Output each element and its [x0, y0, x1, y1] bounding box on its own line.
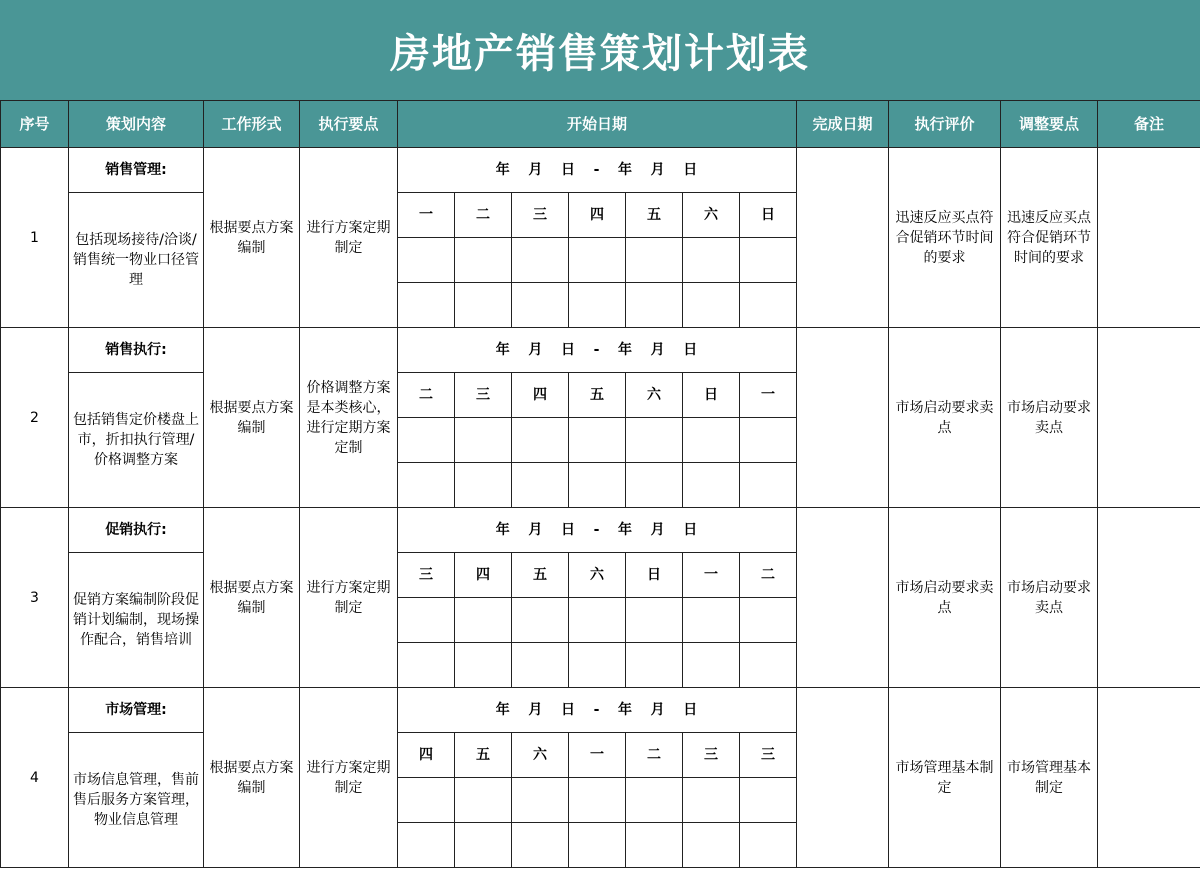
adjust-cell: 迅速反应买点符合促销环节时间的要求	[1001, 148, 1098, 328]
schedule-cell	[683, 598, 740, 643]
content-cell: 促销方案编制阶段促销计划编制，现场操作配合，销售培训	[69, 553, 204, 688]
work-form-cell: 根据要点方案编制	[204, 688, 300, 868]
schedule-cell	[455, 463, 512, 508]
schedule-cell	[683, 778, 740, 823]
weekday-cell: 五	[455, 733, 512, 778]
content-cell: 包括现场接待/洽谈/销售统一物业口径管理	[69, 193, 204, 328]
schedule-cell	[455, 643, 512, 688]
remarks-cell	[1098, 328, 1200, 508]
schedule-cell	[740, 823, 797, 868]
date-range-cell: 年 月 日 - 年 月 日	[398, 508, 797, 553]
finish-date-cell	[797, 148, 889, 328]
seq-cell: 4	[1, 688, 69, 868]
evaluation-cell: 市场启动要求卖点	[889, 328, 1001, 508]
schedule-cell	[398, 778, 455, 823]
seq-cell: 2	[1, 328, 69, 508]
schedule-cell	[569, 598, 626, 643]
col-header-evaluation: 执行评价	[889, 101, 1001, 148]
schedule-cell	[740, 238, 797, 283]
weekday-cell: 日	[626, 553, 683, 598]
schedule-cell	[569, 418, 626, 463]
plan-row	[1, 688, 1200, 733]
seq-cell: 1	[1, 148, 69, 328]
content-cell: 市场信息管理，售前售后服务方案管理，物业信息管理	[69, 733, 204, 868]
schedule-cell	[626, 778, 683, 823]
plan-row	[1, 148, 1200, 193]
finish-date-cell	[797, 508, 889, 688]
schedule-cell	[512, 463, 569, 508]
work-form-cell: 根据要点方案编制	[204, 508, 300, 688]
weekday-cell: 五	[626, 193, 683, 238]
weekday-cell: 一	[569, 733, 626, 778]
schedule-cell	[398, 643, 455, 688]
schedule-cell	[455, 598, 512, 643]
schedule-cell	[626, 463, 683, 508]
weekday-cell: 六	[626, 373, 683, 418]
weekday-cell: 三	[512, 193, 569, 238]
plan-row	[1, 508, 1200, 553]
section-title: 销售管理:	[69, 148, 204, 193]
schedule-cell	[569, 778, 626, 823]
schedule-cell	[740, 283, 797, 328]
weekday-cell: 二	[740, 553, 797, 598]
col-header-points: 执行要点	[300, 101, 398, 148]
section-title: 销售执行:	[69, 328, 204, 373]
schedule-cell	[740, 778, 797, 823]
schedule-cell	[626, 283, 683, 328]
finish-date-cell	[797, 328, 889, 508]
schedule-cell	[512, 598, 569, 643]
plan-table	[0, 100, 1200, 868]
evaluation-cell: 市场管理基本制定	[889, 688, 1001, 868]
schedule-cell	[740, 598, 797, 643]
remarks-cell	[1098, 148, 1200, 328]
schedule-cell	[455, 823, 512, 868]
date-range-cell: 年 月 日 - 年 月 日	[398, 148, 797, 193]
weekday-cell: 日	[740, 193, 797, 238]
weekday-cell: 六	[512, 733, 569, 778]
work-form-cell: 根据要点方案编制	[204, 328, 300, 508]
col-header-finish-date: 完成日期	[797, 101, 889, 148]
schedule-cell	[398, 463, 455, 508]
schedule-cell	[683, 238, 740, 283]
schedule-cell	[626, 238, 683, 283]
weekday-cell: 四	[398, 733, 455, 778]
schedule-cell	[398, 598, 455, 643]
schedule-cell	[512, 238, 569, 283]
schedule-cell	[398, 283, 455, 328]
schedule-cell	[512, 418, 569, 463]
schedule-cell	[683, 283, 740, 328]
weekday-cell: 二	[398, 373, 455, 418]
schedule-cell	[512, 283, 569, 328]
weekday-cell: 二	[626, 733, 683, 778]
evaluation-cell: 迅速反应买点符合促销环节时间的要求	[889, 148, 1001, 328]
schedule-cell	[398, 418, 455, 463]
key-points-cell: 进行方案定期制定	[300, 148, 398, 328]
col-header-content: 策划内容	[69, 101, 204, 148]
col-header-seq: 序号	[1, 101, 69, 148]
weekday-cell: 六	[569, 553, 626, 598]
schedule-cell	[569, 643, 626, 688]
schedule-cell	[569, 823, 626, 868]
adjust-cell: 市场启动要求卖点	[1001, 508, 1098, 688]
schedule-cell	[626, 823, 683, 868]
schedule-cell	[683, 643, 740, 688]
weekday-cell: 三	[398, 553, 455, 598]
schedule-cell	[626, 418, 683, 463]
schedule-cell	[569, 238, 626, 283]
finish-date-cell	[797, 688, 889, 868]
adjust-cell: 市场启动要求卖点	[1001, 328, 1098, 508]
schedule-cell	[683, 823, 740, 868]
weekday-cell: 六	[683, 193, 740, 238]
weekday-cell: 四	[569, 193, 626, 238]
schedule-cell	[626, 643, 683, 688]
date-range-cell: 年 月 日 - 年 月 日	[398, 688, 797, 733]
work-form-cell: 根据要点方案编制	[204, 148, 300, 328]
weekday-cell: 日	[683, 373, 740, 418]
weekday-cell: 一	[683, 553, 740, 598]
schedule-cell	[398, 238, 455, 283]
schedule-cell	[512, 823, 569, 868]
section-title: 市场管理:	[69, 688, 204, 733]
weekday-cell: 五	[512, 553, 569, 598]
schedule-cell	[626, 598, 683, 643]
schedule-cell	[455, 283, 512, 328]
schedule-cell	[740, 418, 797, 463]
schedule-cell	[683, 463, 740, 508]
schedule-cell	[740, 643, 797, 688]
weekday-cell: 一	[398, 193, 455, 238]
weekday-cell: 四	[455, 553, 512, 598]
evaluation-cell: 市场启动要求卖点	[889, 508, 1001, 688]
remarks-cell	[1098, 508, 1200, 688]
col-header-start-date: 开始日期	[398, 101, 797, 148]
adjust-cell: 市场管理基本制定	[1001, 688, 1098, 868]
section-title: 促销执行:	[69, 508, 204, 553]
col-header-adjust: 调整要点	[1001, 101, 1098, 148]
page-title: 房地产销售策划计划表	[0, 0, 1200, 100]
schedule-cell	[455, 418, 512, 463]
date-range-cell: 年 月 日 - 年 月 日	[398, 328, 797, 373]
col-header-form: 工作形式	[204, 101, 300, 148]
schedule-cell	[512, 643, 569, 688]
weekday-cell: 四	[512, 373, 569, 418]
content-cell: 包括销售定价楼盘上市，折扣执行管理/价格调整方案	[69, 373, 204, 508]
schedule-cell	[569, 463, 626, 508]
weekday-cell: 二	[455, 193, 512, 238]
schedule-cell	[569, 283, 626, 328]
col-header-remarks: 备注	[1098, 101, 1200, 148]
key-points-cell: 进行方案定期制定	[300, 688, 398, 868]
key-points-cell: 价格调整方案是本类核心，进行定期方案定制	[300, 328, 398, 508]
weekday-cell: 一	[740, 373, 797, 418]
schedule-cell	[455, 778, 512, 823]
header-row	[1, 101, 1200, 148]
key-points-cell: 进行方案定期制定	[300, 508, 398, 688]
seq-cell: 3	[1, 508, 69, 688]
schedule-cell	[740, 463, 797, 508]
plan-row	[1, 328, 1200, 373]
weekday-cell: 三	[740, 733, 797, 778]
schedule-cell	[398, 823, 455, 868]
weekday-cell: 三	[455, 373, 512, 418]
weekday-cell: 三	[683, 733, 740, 778]
schedule-cell	[683, 418, 740, 463]
remarks-cell	[1098, 688, 1200, 868]
schedule-cell	[512, 778, 569, 823]
schedule-cell	[455, 238, 512, 283]
weekday-cell: 五	[569, 373, 626, 418]
